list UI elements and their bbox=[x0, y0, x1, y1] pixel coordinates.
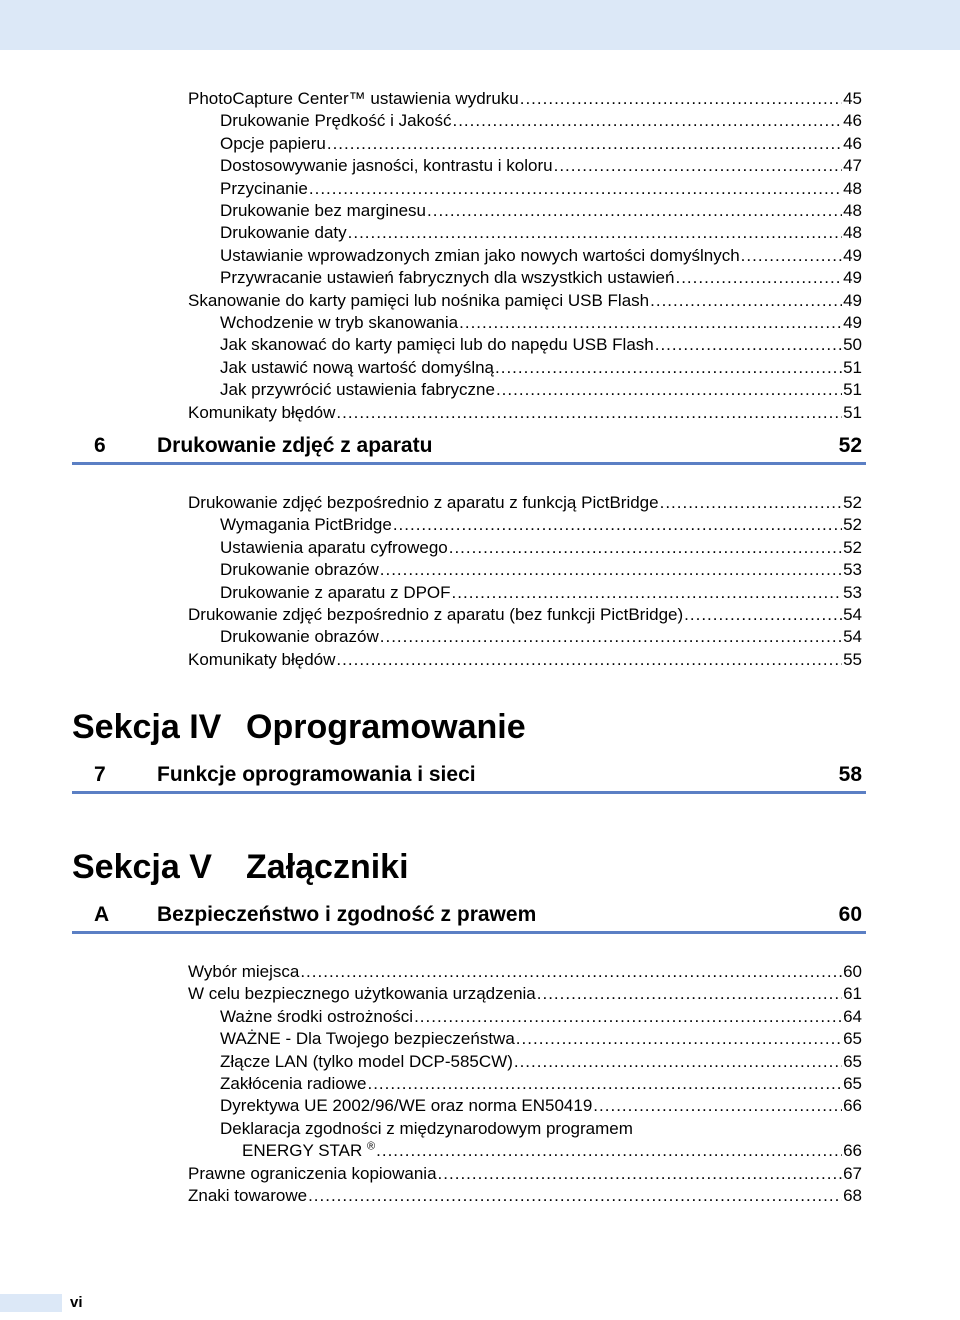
toc-entry-text: Dostosowywanie jasności, kontrastu i koloru bbox=[220, 156, 553, 176]
dot-leader bbox=[514, 1051, 842, 1073]
chapter-page: 58 bbox=[838, 763, 862, 786]
toc-entry-page: 48 bbox=[843, 201, 862, 220]
toc-entry-page: 66 bbox=[843, 1096, 862, 1116]
dot-leader bbox=[327, 133, 842, 155]
toc-entry-text bbox=[242, 1140, 375, 1162]
dot-leader bbox=[449, 537, 842, 559]
toc-entry-page: 51 bbox=[843, 380, 862, 400]
toc-entry-page: 64 bbox=[843, 1006, 862, 1026]
section-label: Sekcja V bbox=[72, 848, 212, 886]
dot-leader bbox=[495, 357, 842, 379]
chapter-6-heading[interactable] bbox=[72, 432, 866, 465]
toc-entry[interactable] bbox=[220, 267, 862, 289]
dot-leader bbox=[308, 1185, 842, 1207]
toc-entry[interactable] bbox=[188, 290, 862, 312]
toc-entry-page: 66 bbox=[843, 1141, 862, 1160]
toc-entry-page: 46 bbox=[843, 133, 862, 153]
toc-entry-page: 49 bbox=[843, 245, 862, 265]
toc-entry-page: 45 bbox=[843, 89, 862, 108]
toc-entry-text: Przywracanie ustawień fabrycznych dla wszystkich ustawień bbox=[220, 268, 675, 288]
section-v-heading bbox=[72, 848, 409, 887]
energy-star-text: ENERGY STAR bbox=[242, 1141, 363, 1160]
toc-entry-text: WAŻNE - Dla Twojego bezpieczeństwa bbox=[220, 1029, 515, 1049]
toc-entry-energy-line1[interactable]: Deklaracja zgodności z międzynarodowym programem bbox=[220, 1119, 633, 1138]
dot-leader bbox=[537, 983, 842, 1005]
toc-entry-text: Prawne ograniczenia kopiowania bbox=[188, 1164, 437, 1183]
toc-entry-text: Drukowanie Prędkość i Jakość bbox=[220, 111, 452, 131]
toc-entry[interactable] bbox=[188, 492, 862, 514]
toc-entry[interactable] bbox=[188, 1163, 862, 1185]
toc-entry-text: Drukowanie zdjęć bezpośrednio z aparatu z funkcją PictBridge bbox=[188, 493, 659, 512]
toc-entry[interactable] bbox=[220, 582, 862, 604]
toc-entry-text: Jak ustawić nową wartość domyślną bbox=[220, 357, 495, 377]
toc-entry[interactable] bbox=[220, 334, 862, 356]
toc-entry[interactable] bbox=[220, 514, 862, 536]
toc-entry[interactable] bbox=[188, 604, 862, 626]
dot-leader bbox=[554, 155, 842, 177]
chapter-title: Bezpieczeństwo i zgodność z prawem bbox=[157, 903, 537, 926]
toc-entry[interactable] bbox=[220, 1073, 862, 1095]
toc-entry-text: Drukowanie obrazów bbox=[220, 560, 379, 580]
toc-entry-page: 65 bbox=[843, 1074, 862, 1093]
toc-entry-page: 48 bbox=[843, 223, 862, 243]
toc-entry-text: Wchodzenie w tryb skanowania bbox=[220, 313, 459, 332]
toc-entry-text: Ustawianie wprowadzonych zmian jako nowych wartości domyślnych bbox=[220, 245, 740, 265]
toc-entry-page: 52 bbox=[843, 537, 862, 557]
toc-entry[interactable] bbox=[220, 379, 862, 401]
toc-entry-text: Ustawienia aparatu cyfrowego bbox=[220, 537, 448, 557]
toc-entry-page: 52 bbox=[843, 515, 862, 535]
dot-leader bbox=[348, 222, 842, 244]
dot-leader bbox=[675, 267, 842, 289]
toc-entry[interactable] bbox=[220, 1006, 862, 1028]
dot-leader bbox=[336, 649, 842, 671]
toc-entry-text: Drukowanie daty bbox=[220, 223, 347, 243]
toc-entry[interactable] bbox=[220, 1095, 862, 1117]
toc-entry-text: Drukowanie zdjęć bezpośrednio z aparatu (bez funkcji PictBridge) bbox=[188, 605, 684, 624]
toc-entry-page: 53 bbox=[843, 560, 862, 580]
dot-leader bbox=[367, 1073, 842, 1095]
toc-entry-page: 60 bbox=[843, 962, 862, 981]
dot-leader bbox=[380, 626, 842, 648]
dot-leader bbox=[496, 379, 842, 401]
toc-entry-text: Komunikaty błędów bbox=[188, 649, 336, 669]
toc-entry[interactable] bbox=[188, 961, 862, 983]
toc-entry[interactable] bbox=[220, 1051, 862, 1073]
toc-entry[interactable] bbox=[220, 1028, 862, 1050]
chapter-number: A bbox=[94, 903, 110, 926]
dot-leader bbox=[660, 492, 842, 514]
dot-leader bbox=[452, 110, 842, 132]
dot-leader bbox=[520, 88, 842, 110]
dot-leader bbox=[300, 961, 842, 983]
dot-leader bbox=[741, 245, 842, 267]
toc-entry[interactable] bbox=[220, 110, 862, 132]
dot-leader bbox=[459, 312, 842, 334]
dot-leader bbox=[414, 1006, 842, 1028]
chapter-number: 7 bbox=[94, 763, 106, 786]
section-label: Sekcja IV bbox=[72, 708, 222, 746]
toc-entry[interactable] bbox=[220, 178, 862, 200]
toc-entry[interactable] bbox=[188, 402, 862, 424]
toc-entry-text: Zakłócenia radiowe bbox=[220, 1074, 367, 1093]
chapter-a-heading[interactable] bbox=[72, 901, 866, 934]
toc-entry[interactable] bbox=[220, 133, 862, 155]
toc-entry-text: Komunikaty błędów bbox=[188, 402, 336, 422]
header-band bbox=[0, 0, 960, 50]
chapter-7-heading[interactable] bbox=[72, 761, 866, 794]
toc-entry[interactable] bbox=[220, 559, 862, 581]
toc-entry-text: Przycinanie bbox=[220, 178, 308, 198]
toc-entry-text: Złącze LAN (tylko model DCP-585CW) bbox=[220, 1051, 513, 1071]
toc-entry-text: Jak skanować do karty pamięci lub do napędu USB Flash bbox=[220, 335, 654, 355]
dot-leader bbox=[438, 1163, 843, 1185]
toc-entry[interactable] bbox=[220, 200, 862, 222]
chapter-page: 60 bbox=[838, 903, 862, 926]
toc-entry-text: PhotoCapture Center™ ustawienia wydruku bbox=[188, 89, 519, 108]
toc-entry-page: 48 bbox=[843, 178, 862, 198]
dot-leader bbox=[593, 1095, 842, 1117]
toc-entry-text: Drukowanie bez marginesu bbox=[220, 201, 426, 220]
toc-entry[interactable] bbox=[188, 649, 862, 671]
toc-entry-text: Skanowanie do karty pamięci lub nośnika pamięci USB Flash bbox=[188, 290, 650, 310]
dot-leader bbox=[309, 178, 842, 200]
toc-entry[interactable] bbox=[188, 983, 862, 1005]
registered-mark: ® bbox=[367, 1140, 376, 1153]
toc-entry[interactable] bbox=[220, 626, 862, 648]
toc-entry-energy[interactable] bbox=[242, 1140, 862, 1162]
toc-entry-page: 49 bbox=[843, 313, 862, 332]
chapter-title: Drukowanie zdjęć z aparatu bbox=[157, 434, 433, 457]
toc-entry-page: 51 bbox=[843, 357, 862, 377]
toc-entry-text: Wybór miejsca bbox=[188, 962, 300, 981]
toc-entry-page: 68 bbox=[843, 1186, 862, 1206]
dot-leader bbox=[650, 290, 842, 312]
toc-entry-text: Jak przywrócić ustawienia fabryczne bbox=[220, 380, 495, 400]
toc-entry-text: Opcje papieru bbox=[220, 133, 326, 153]
toc-entry[interactable] bbox=[220, 537, 862, 559]
toc-entry-page: 49 bbox=[843, 268, 862, 288]
toc-entry-page: 51 bbox=[843, 402, 862, 422]
dot-leader bbox=[380, 559, 842, 581]
toc-entry[interactable] bbox=[188, 88, 862, 110]
toc-entry-page: 53 bbox=[843, 582, 862, 602]
toc-entry[interactable] bbox=[220, 245, 862, 267]
toc-entry-text: Znaki towarowe bbox=[188, 1186, 308, 1206]
toc-entry-text: Drukowanie obrazów bbox=[220, 627, 379, 647]
toc-entry-page: 52 bbox=[843, 493, 862, 512]
dot-leader bbox=[393, 514, 842, 536]
toc-entry-text: Wymagania PictBridge bbox=[220, 515, 392, 535]
toc-entry-page: 61 bbox=[843, 984, 862, 1004]
toc-entry[interactable] bbox=[220, 357, 862, 379]
section-title: Oprogramowanie bbox=[246, 708, 526, 746]
dot-leader bbox=[655, 334, 842, 356]
toc-entry-page: 55 bbox=[843, 649, 862, 669]
dot-leader bbox=[684, 604, 842, 626]
toc-entry-page: 46 bbox=[843, 111, 862, 131]
section-title: Załączniki bbox=[246, 848, 409, 886]
toc-entry-text: Drukowanie z aparatu z DPOF bbox=[220, 582, 451, 602]
chapter-page: 52 bbox=[838, 434, 862, 457]
chapter-number: 6 bbox=[94, 434, 106, 457]
chapter-title: Funkcje oprogramowania i sieci bbox=[157, 763, 476, 786]
dot-leader bbox=[376, 1140, 842, 1162]
toc-entry-page: 50 bbox=[843, 335, 862, 355]
toc-entry-text: W celu bezpiecznego użytkowania urządzenia bbox=[188, 984, 536, 1004]
toc-entry-page: 54 bbox=[843, 627, 862, 647]
toc-entry[interactable] bbox=[220, 312, 862, 334]
dot-leader bbox=[516, 1028, 842, 1050]
toc-entry-page: 49 bbox=[843, 290, 862, 310]
section-iv-heading bbox=[72, 708, 526, 747]
footer-bar bbox=[0, 1294, 62, 1312]
toc-entry[interactable] bbox=[220, 155, 862, 177]
toc-entry-text: Ważne środki ostrożności bbox=[220, 1006, 414, 1026]
toc-entry-text: Dyrektywa UE 2002/96/WE oraz norma EN50419 bbox=[220, 1096, 593, 1116]
toc-entry-page: 65 bbox=[843, 1029, 862, 1049]
dot-leader bbox=[427, 200, 842, 222]
toc-entry-page: 47 bbox=[843, 156, 862, 176]
toc-entry[interactable] bbox=[188, 1185, 862, 1207]
footer-page-number: vi bbox=[70, 1294, 83, 1311]
toc-entry[interactable] bbox=[220, 222, 862, 244]
dot-leader bbox=[452, 582, 843, 604]
toc-entry-page: 67 bbox=[843, 1164, 862, 1183]
dot-leader bbox=[336, 402, 842, 424]
toc-entry-page: 65 bbox=[843, 1051, 862, 1071]
toc-entry-page: 54 bbox=[843, 605, 862, 624]
